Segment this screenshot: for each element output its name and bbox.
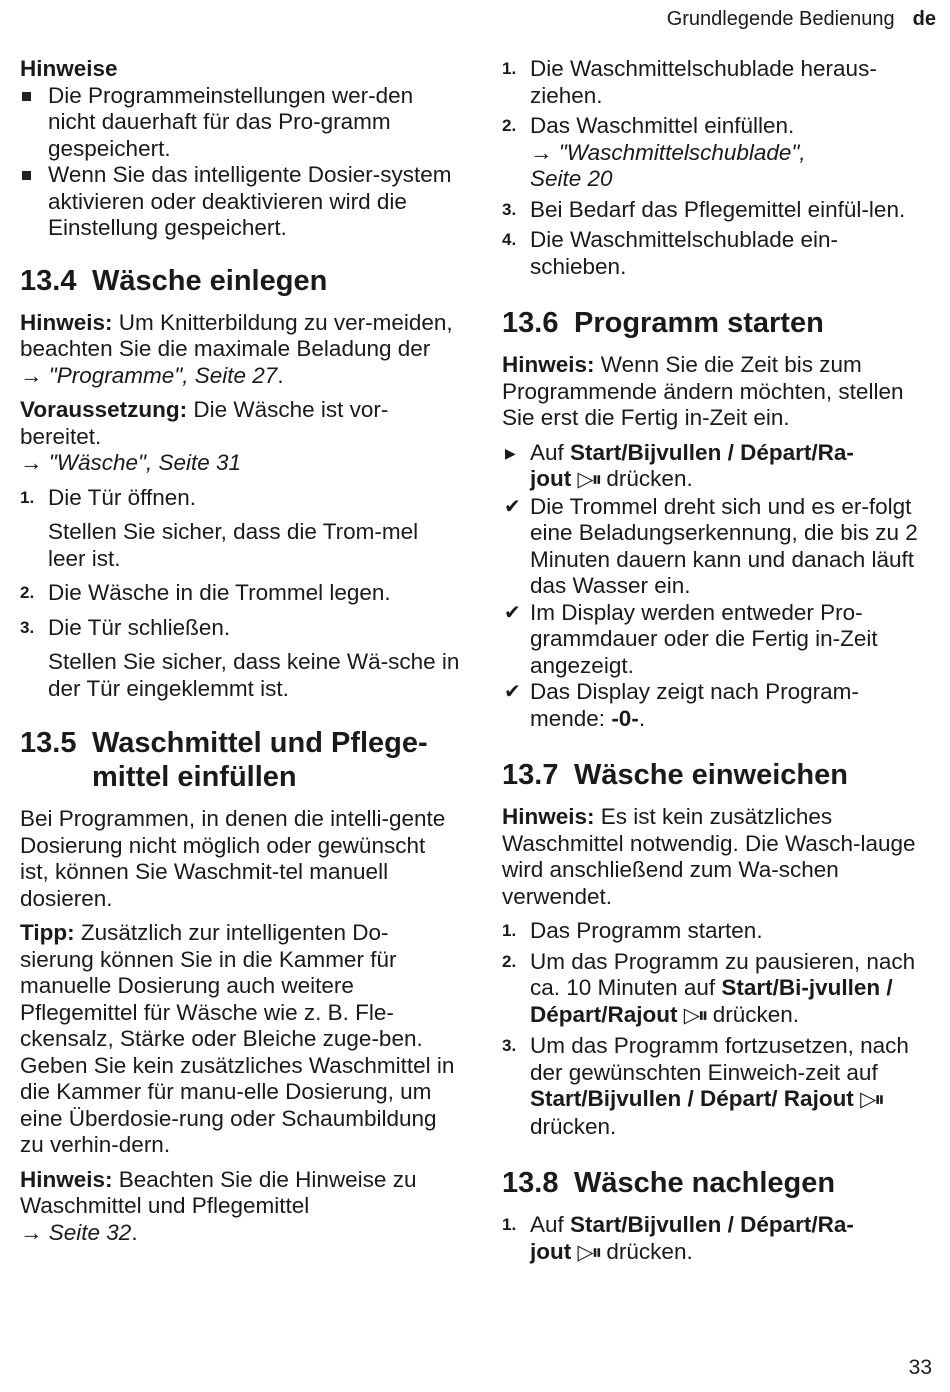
cross-reference-link[interactable]: → Seite 32 [20,1219,132,1245]
step-text-end: drücken. [530,1113,617,1139]
section-number: 13.4 [20,264,77,297]
section-heading-13-7 [502,758,932,792]
step-item [502,113,932,193]
play-pause-icon: ▷⏸ [577,1240,601,1264]
hint-label: Hinweis: [502,804,595,829]
hint-text: Es ist kein zusätzliches Waschmittel notwendig. Die Wasch-lauge wird anschließend zum Wa-schen verwendet. [502,804,916,909]
step-number: 3. [502,199,517,219]
note-item: Die Programmeinstellungen wer-den nicht dauerhaft für das Pro-gramm gespeichert. [20,83,460,163]
punctuation: . [277,362,284,388]
tip-text: Zusätzlich zur intelligenten Do-sierung können Sie in die Kammer für manuelle Dosierung auch weitere Pflegemittel für Wäsche wie z. B. Fle-ckensalz, Stärke oder Bleiche zuge-ben. Geben Sie kein zusätzliches Waschmittel in die Kammer für manu-elle Dosierung, um eine Überdosie-rung oder Schaumbildung zu verhin-dern. [20,920,455,1157]
right-column [502,56,932,1266]
step-number: 4. [502,230,517,249]
header-language: de [912,8,936,30]
step-text: Das Waschmittel einfüllen. [530,113,795,138]
section-title: Wäsche einweichen [574,759,848,791]
check-icon: ✔ [504,681,521,703]
step-number: 3. [20,617,35,637]
section-title: Wäsche einlegen [92,264,328,297]
hint-text: Um Knitterbildung zu ver-meiden, beachten Sie die maximale Beladung der [20,309,453,361]
result-text: Das Display zeigt nach Program-mende: [530,679,859,731]
step-text-end: drücken. [600,1238,693,1264]
step-text: Die Tür öffnen. [48,484,197,510]
hint-paragraph [20,310,460,390]
step-text-end: drücken. [706,1001,799,1027]
section-title: Wäsche nachlegen [574,1167,836,1199]
action-pre: Auf [530,439,571,465]
section-title-line1: Waschmittel und Pflege- [92,727,428,759]
step-item [502,1212,932,1266]
section-title-line2: mittel einfüllen [92,761,297,793]
step-item [20,485,460,512]
intro-paragraph: Bei Programmen, in denen die intelli-gente Dosierung nicht möglich oder gewünscht ist, können Sie Waschmit-tel manuell dosieren. [20,806,446,911]
display-value: -0- [611,705,639,731]
step-text: Die Waschmittelschublade heraus-ziehen. [530,56,877,108]
action-item [502,440,932,494]
cross-reference-link[interactable]: → "Wäsche", Seite 31 [20,450,242,475]
hint-label: Hinweis: [20,1166,113,1192]
section-heading-13-4 [20,264,460,298]
step-number: 3. [502,1036,517,1055]
note-item: Wenn Sie das intelligente Dosier-system aktivieren oder deaktivieren wird die Einstellung gespeichert. [20,162,460,242]
step-note: Stellen Sie sicher, dass keine Wä-sche in der Tür eingeklemmt ist. [48,649,460,701]
play-pause-icon: ▷⏸ [683,1003,707,1027]
start-button-label: Start/Bijvullen / Départ/Ra- [570,439,854,465]
hint-paragraph [502,804,932,910]
running-header [667,8,936,31]
triangle-bullet-icon: ▶ [505,444,516,461]
start-button-label-cont: jout [530,466,572,491]
tip-label: Tipp: [20,920,75,945]
prerequisite-label: Voraussetzung: [20,397,188,422]
result-text: Die Trommel dreht sich und es er-folgt eine Beladungserkennung, die bis zu 2 Minuten dauern kann und danach läuft das Wasser ein. [530,493,918,598]
action-post: drücken. [600,466,693,491]
hint-label: Hinweis: [502,352,595,377]
section-number: 13.8 [502,1167,559,1199]
result-item [502,679,932,732]
hint-text: Beachten Sie die Hinweise zu Waschmittel und Pflegemittel [20,1166,417,1218]
punctuation: . [638,705,646,731]
start-button-label: Start/Bijvullen / Départ/Ra- [570,1212,854,1237]
step-text: Das Programm starten. [530,918,763,943]
check-icon: ✔ [504,495,521,518]
start-button-label: Start/Bi-jvullen / Départ/Rajout [530,975,893,1027]
start-button-label-cont: jout [530,1238,572,1264]
cross-reference-link-page[interactable]: Seite 20 [530,166,613,191]
section-title: Programm starten [574,307,824,339]
step-text: Bei Bedarf das Pflegemittel einfül-len. [530,196,906,222]
section-number: 13.5 [20,727,77,759]
notes-title: Hinweise [20,56,118,81]
step-text: Die Wäsche in die Trommel legen. [48,580,391,605]
step-number: 1. [502,1215,517,1234]
step-text: Die Waschmittelschublade ein-schieben. [530,227,839,279]
step-note: Stellen Sie sicher, dass die Trom-mel leer ist. [48,519,419,571]
step-item [502,227,932,280]
check-icon: ✔ [504,601,521,624]
step-item [502,949,932,1030]
play-pause-icon: ▷⏸ [577,468,601,491]
step-number: 1. [20,487,35,507]
result-text: Im Display werden entweder Pro-grammdauer oder die Fertig in-Zeit angezeigt. [530,599,878,678]
step-item [20,580,460,607]
header-section-title: Grundlegende Bedienung [666,8,895,30]
tip-paragraph [20,920,460,1159]
punctuation: . [131,1219,138,1245]
step-text: Um das Programm fortzusetzen, nach der gewünschten Einweich-zeit auf [530,1033,909,1085]
prerequisite-text: Die Wäsche ist vor-bereitet. [20,397,389,449]
cross-reference-link[interactable]: → "Waschmittelschublade", [530,139,806,165]
hint-text: Wenn Sie die Zeit bis zum Programmende ändern möchten, stellen Sie erst die Fertig in-Zeit ein. [502,352,904,430]
left-column [20,56,460,1246]
step-number: 2. [502,951,517,971]
step-item [502,197,932,224]
result-item [502,494,932,600]
step-item [502,918,932,945]
step-number: 1. [502,921,517,940]
section-heading-13-8 [502,1166,932,1200]
hint-paragraph [20,1167,460,1247]
prerequisite-paragraph [20,397,460,477]
page-number: 33 [908,1356,932,1379]
section-number: 13.7 [502,759,559,791]
result-item [502,600,932,680]
section-heading-13-6 [502,306,932,340]
section-number: 13.6 [502,307,559,339]
step-text: Auf [530,1212,571,1237]
hint-label: Hinweis: [20,309,113,335]
cross-reference-link[interactable]: → "Programme", Seite 27 [20,362,278,388]
hint-paragraph [502,352,932,432]
step-text: Um das Programm zu pausieren, nach ca. 10 Minuten auf [530,948,916,1000]
step-item [502,1033,932,1140]
step-item [20,615,460,642]
step-text: Die Tür schließen. [48,614,231,640]
play-pause-icon: ▷⏸ [860,1088,883,1111]
step-number: 1. [502,59,517,78]
start-button-label: Start/Bijvullen / Départ/ Rajout [530,1086,854,1111]
step-number: 2. [20,583,35,602]
section-heading-13-5 [20,726,460,794]
step-item [502,56,932,109]
step-number: 2. [502,116,517,135]
